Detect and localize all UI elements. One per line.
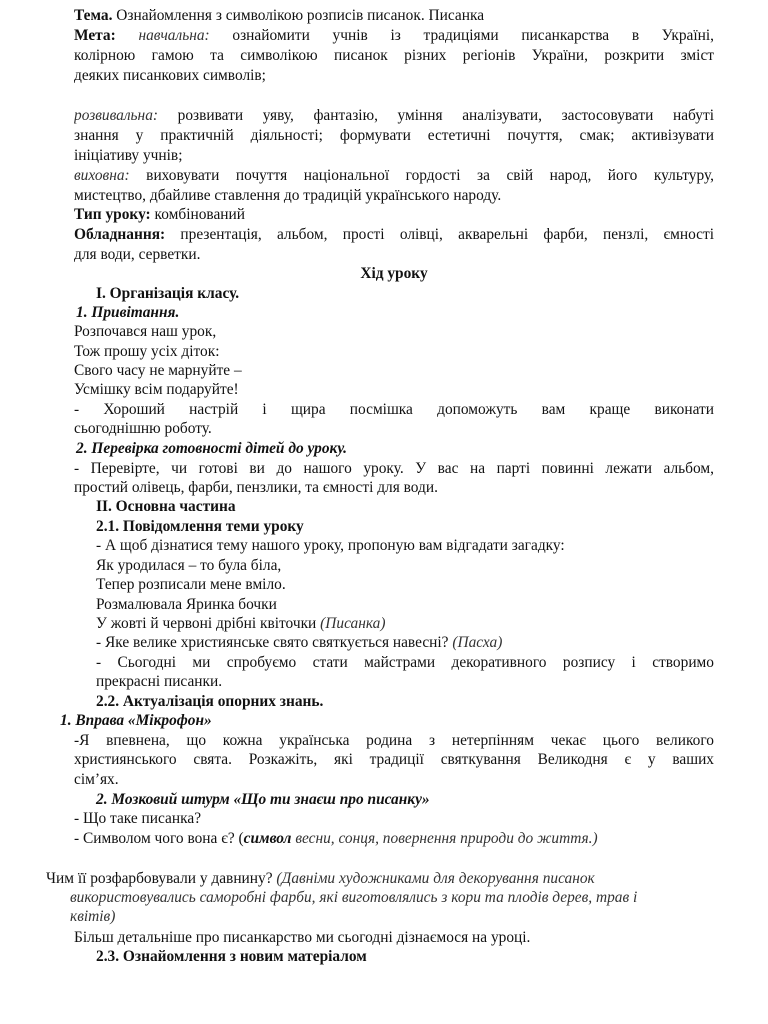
section-2-title: ІІ. Основна частина: [96, 498, 236, 515]
poem-line-2: Тож прошу усіх діток:: [74, 343, 220, 360]
exercise-1-line-2: [74, 750, 714, 770]
question-2-text: - Символом чого вона є? (: [74, 830, 244, 847]
greeting-title: 1. Привітання.: [76, 304, 180, 321]
question-3-line-3: квітів): [70, 908, 116, 925]
riddle-line-1: Як уродилася – то була біла,: [96, 557, 282, 574]
subsection-2-2-title: 2.2. Актуалізація опорних знань.: [96, 693, 324, 710]
readiness-line-2: простий олівець, фарби, пензлики, та ємності для води.: [74, 479, 438, 496]
holiday-question: [96, 633, 736, 653]
exercise-1-title: 1. Вправа «Мікрофон»: [60, 712, 212, 729]
equipment-line-1: [74, 225, 714, 245]
question-2: [74, 829, 714, 849]
exercise-1-text-1: -Я впевнена, що кожна українська родина з нетерпінням чекає цього великого: [74, 732, 714, 749]
question-3-answer-1: (Давніми художниками для декорування писанок: [276, 870, 595, 887]
readiness-line-1: [74, 459, 714, 479]
goal-dev-line-3: [74, 146, 714, 166]
lesson-type-value: комбінований: [150, 206, 246, 223]
question-2-bold: символ: [243, 830, 292, 847]
goal-vyh-line-2: [74, 186, 714, 206]
goal-vyh-text-1: виховувати почуття національної гордості за свій народ, його культуру,: [129, 167, 714, 184]
question-3-line-2: використовувались саморобні фарби, які виготовлялись з кори та плодів дерев, трав і: [70, 889, 638, 906]
riddle-line-4-text: У жовті й червоні дрібні квіточки: [96, 615, 321, 632]
exercise-1-line-1: [74, 731, 714, 751]
poem-line-1: Розпочався наш урок,: [74, 323, 217, 340]
today-line-1: [96, 653, 714, 673]
exercise-2-title: 2. Мозковий штурм «Що ти знаєш про писанку»: [96, 791, 430, 808]
goal-vyh-text-2: мистецтво, дбайливе ставлення до традицій українського народу.: [74, 187, 502, 204]
exercise-1-text-2: християнського свята. Розкажіть, які традиції святкування Великодня є у ваших: [74, 751, 714, 768]
mood-text-1: - Хороший настрій і щира посмішка допоможуть вам краще виконати: [74, 401, 714, 418]
poem-line-4: Усмішку всім подаруйте!: [74, 381, 239, 398]
goal-vyh-label: виховна:: [74, 167, 130, 184]
goal-dev-line-1: [74, 106, 714, 126]
riddle-line-2: Тепер розписали мене вміло.: [96, 576, 286, 593]
equipment-text-1: презентація, альбом, прості олівці, акварельні фарби, пензлі, ємності: [165, 226, 714, 243]
mood-line-1: [74, 400, 714, 420]
question-3-line-1: [46, 869, 736, 889]
goal-edu-text-1: ознайомити учнів із традиціями писанкарства в Україні,: [209, 27, 714, 44]
goal-edu-label: навчальна:: [138, 27, 210, 44]
course-title: Хід уроку: [360, 265, 428, 282]
goal-edu-text-2: колірною гамою та символікою писанок різних регіонів України, розкрити зміст: [74, 47, 714, 64]
topic-line: [74, 6, 714, 26]
equipment-line-2: [74, 245, 714, 265]
lesson-type-label: Тип уроку:: [74, 206, 151, 223]
more-details-line: Більш детальніше про писанкарство ми сьогодні дізнаємося на уроці.: [74, 929, 531, 946]
riddle-line-3: Розмалювала Яринка бочки: [96, 596, 277, 613]
today-line-2: прекрасні писанки.: [96, 673, 223, 690]
topic-label: Тема.: [74, 7, 113, 24]
holiday-answer: (Пасха): [452, 634, 503, 651]
readiness-text-1: - Перевірте, чи готові ви до нашого уроку. У вас на парті повинні лежати альбом,: [74, 460, 714, 477]
goal-dev-text-1: розвивати уяву, фантазію, уміння аналізувати, застосовувати набуті: [158, 107, 714, 124]
goal-dev-text-3: ініціативу учнів;: [74, 147, 183, 164]
riddle-line-4: [96, 614, 736, 634]
goal-dev-text-2: знання у практичній діяльності; формувати естетичні почуття, смак; активізувати: [74, 127, 714, 144]
holiday-question-text: - Яке велике християнське свято святкується навесні?: [96, 634, 453, 651]
section-1-title: І. Організація класу.: [96, 285, 240, 302]
subsection-2-3-title: 2.3. Ознайомлення з новим матеріалом: [96, 948, 367, 965]
goal-vyh-line-1: [74, 166, 714, 186]
goal-edu-text-3: деяких писанкових символів;: [74, 67, 266, 84]
topic-text: Ознайомлення з символікою розписів писанок. Писанка: [112, 7, 485, 24]
goal-line-2: [74, 46, 714, 66]
mood-line-2: сьогоднішню роботу.: [74, 420, 212, 437]
goal-dev-label: розвивальна:: [74, 107, 159, 124]
question-2-answer: весни, сонця, повернення природи до життя.): [291, 830, 598, 847]
equipment-text-2: для води, серветки.: [74, 246, 201, 263]
question-1: - Що таке писанка?: [74, 810, 202, 827]
riddle-answer: (Писанка): [320, 615, 386, 632]
goal-line-3: [74, 66, 714, 86]
goal-dev-line-2: [74, 126, 714, 146]
riddle-intro: - А щоб дізнатися тему нашого уроку, пропоную вам відгадати загадку:: [96, 537, 565, 554]
question-3-text: Чим її розфарбовували у давнину?: [46, 870, 277, 887]
goal-line-1: [74, 26, 714, 46]
readiness-title: 2. Перевірка готовності дітей до уроку.: [76, 440, 348, 457]
subsection-2-1-title: 2.1. Повідомлення теми уроку: [96, 518, 304, 535]
goal-label: Мета:: [74, 27, 116, 44]
poem-line-3: Свого часу не марнуйте –: [74, 362, 242, 379]
today-text-1: - Сьогодні ми спробуємо стати майстрами декоративного розпису і створимо: [96, 654, 714, 671]
exercise-1-line-3: сім’ях.: [74, 771, 119, 788]
lesson-type-line: [74, 205, 714, 225]
equipment-label: Обладнання:: [74, 226, 166, 243]
